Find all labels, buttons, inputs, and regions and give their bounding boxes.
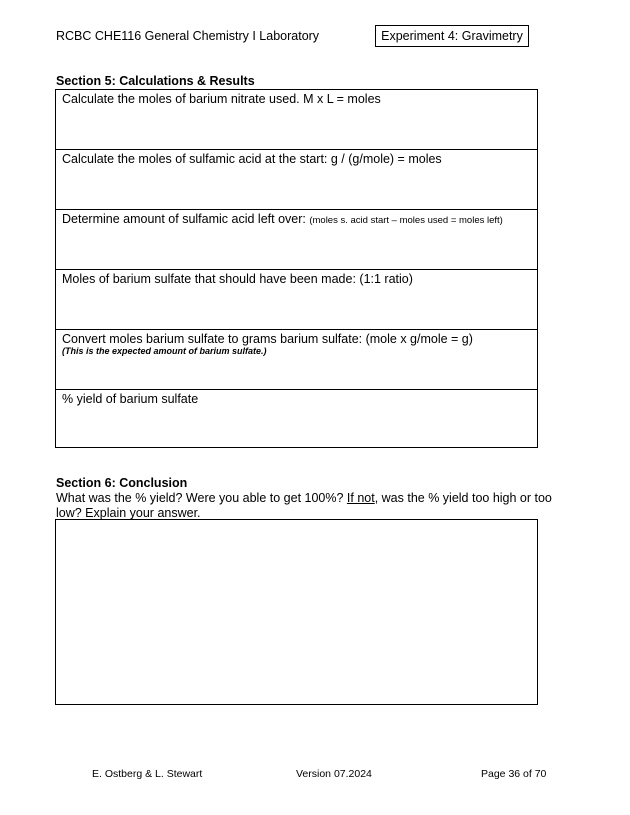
calc-row-label: Determine amount of sulfamic acid left over: (62, 212, 310, 226)
calc-row-note: (This is the expected amount of barium sulfate.) (62, 346, 267, 356)
calc-row-convert-grams[interactable] (56, 330, 537, 390)
question-part-b: , was the % yield too high or too low? Explain your answer. (56, 491, 552, 520)
question-part-a: What was the % yield? Were you able to get 100%? (56, 491, 347, 505)
experiment-label: Experiment 4: Gravimetry (381, 29, 523, 43)
calc-row-label: Convert moles barium sulfate to grams barium sulfate: (mole x g/mole = g) (62, 332, 473, 346)
conclusion-question (56, 491, 556, 521)
calc-row-formula: (moles s. acid start – moles used = moles left) (309, 215, 503, 226)
calc-row-barium-sulfate-moles[interactable] (56, 270, 537, 330)
calc-row-sulfamic-start[interactable] (56, 150, 537, 210)
calc-row-barium-nitrate[interactable] (56, 90, 537, 150)
calc-row-sulfamic-leftover[interactable] (56, 210, 537, 270)
course-title: RCBC CHE116 General Chemistry I Laboratory (56, 29, 320, 43)
footer-authors: E. Ostberg & L. Stewart (92, 768, 203, 780)
question-underlined: If not (346, 491, 375, 505)
section5-title: Section 5: Calculations & Results (56, 74, 255, 88)
conclusion-answer-box[interactable] (55, 519, 538, 705)
calc-row-label: Moles of barium sulfate that should have been made: (1:1 ratio) (62, 272, 413, 286)
calc-row-label: Calculate the moles of barium nitrate used. M x L = moles (62, 92, 381, 106)
calc-row-label: Calculate the moles of sulfamic acid at the start: g / (g/mole) = moles (62, 152, 442, 166)
calc-row-percent-yield[interactable] (56, 390, 537, 447)
calc-row-label: % yield of barium sulfate (62, 392, 199, 406)
footer-page-number: Page 36 of 70 (481, 768, 547, 780)
calculations-table (55, 89, 538, 448)
footer-version: Version 07.2024 (296, 768, 372, 780)
experiment-label-box (375, 25, 529, 47)
section6-title: Section 6: Conclusion (56, 476, 188, 490)
